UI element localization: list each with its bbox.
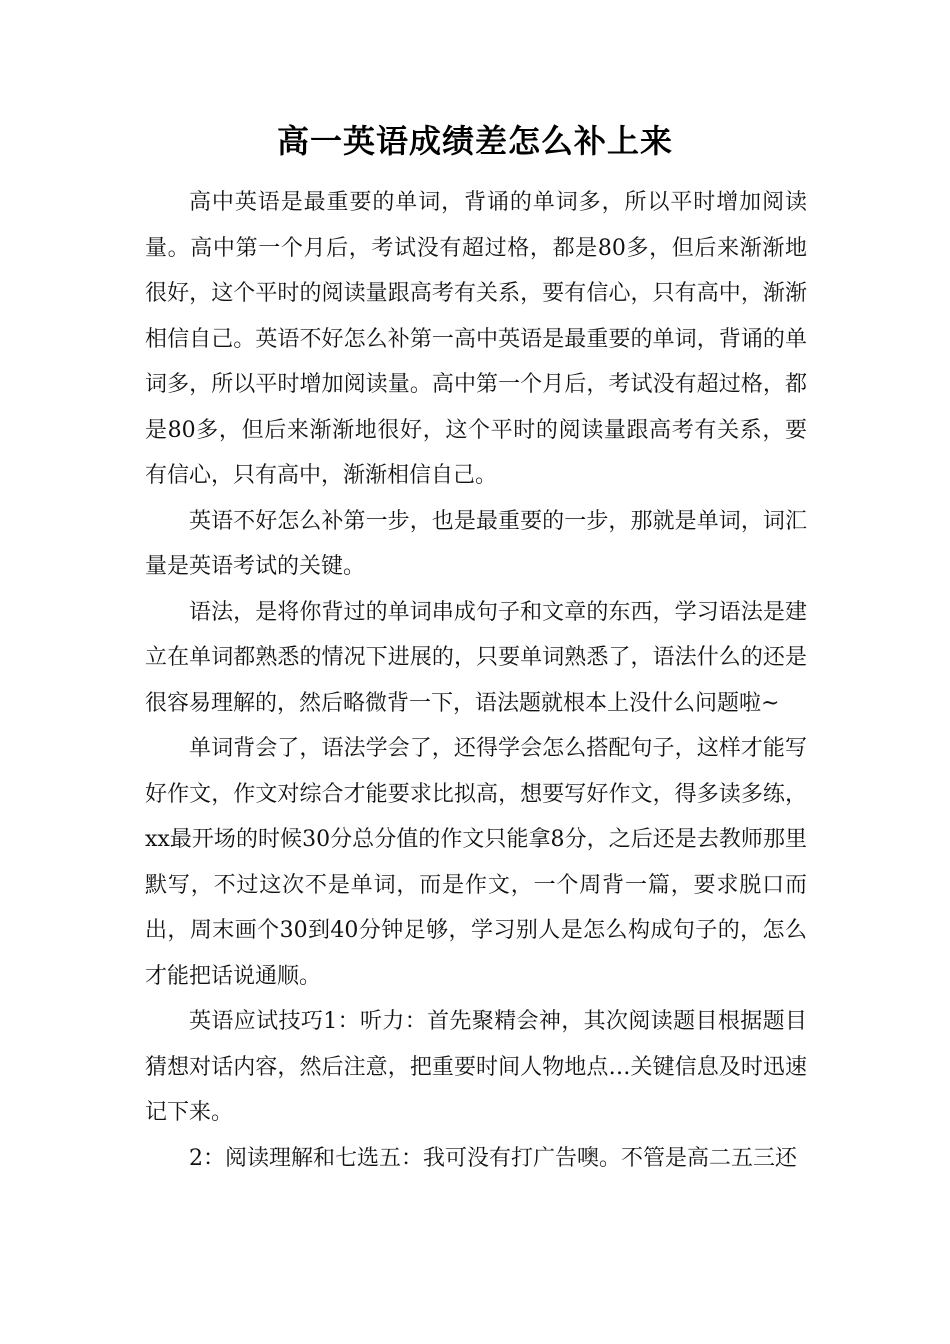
paragraph: 语法，是将你背过的单词串成句子和文章的东西，学习语法是建立在单词都熟悉的情况下进展的，只要单词熟悉了，语法什么的还是很容易理解的，然后略微背一下，语法题就根本上没什么问题啦~ (145, 599, 807, 716)
document-title: 高一英语成绩差怎么补上来 (276, 122, 673, 160)
paragraph: 英语应试技巧1：听力：首先聚精会神，其次阅读题目根据题目猜想对话内容，然后注意，把重要时间人物地点…关键信息及时迅速记下来。 (145, 1009, 807, 1125)
document-body (145, 180, 807, 1181)
paragraph: 单词背会了，语法学会了，还得学会怎么搭配句子，这样才能写好作文，作文对综合才能要求比拟高，想要写好作文，得多读多练，xx最开场的时候30分总分值的作文只能拿8分，之后还是去教师那里默写，不过这次不是单词，而是作文，一个周背一篇，要求脱口而出，周末画个30到40分钟足够，学习别人是怎么构成句子的，怎么才能把话说通顺。 (145, 736, 807, 989)
paragraph: 英语不好怎么补第一步，也是最重要的一步，那就是单词，词汇量是英语考试的关键。 (145, 508, 807, 579)
paragraph: 高中英语是最重要的单词，背诵的单词多，所以平时增加阅读量。高中第一个月后，考试没有超过格，都是80多，但后来渐渐地很好，这个平时的阅读量跟高考有关系，要有信心，只有高中，渐渐相信自己。英语不好怎么补第一高中英语是最重要的单词，背诵的单词多，所以平时增加阅读量。高中第一个月后，考试没有超过格，都是80多，但后来渐渐地很好，这个平时的阅读量跟高考有关系，要有信心，只有高中，渐渐相信自己。 (145, 190, 807, 488)
paragraph: 2：阅读理解和七选五：我可没有打广告噢。不管是高二五三还 (189, 1145, 797, 1171)
